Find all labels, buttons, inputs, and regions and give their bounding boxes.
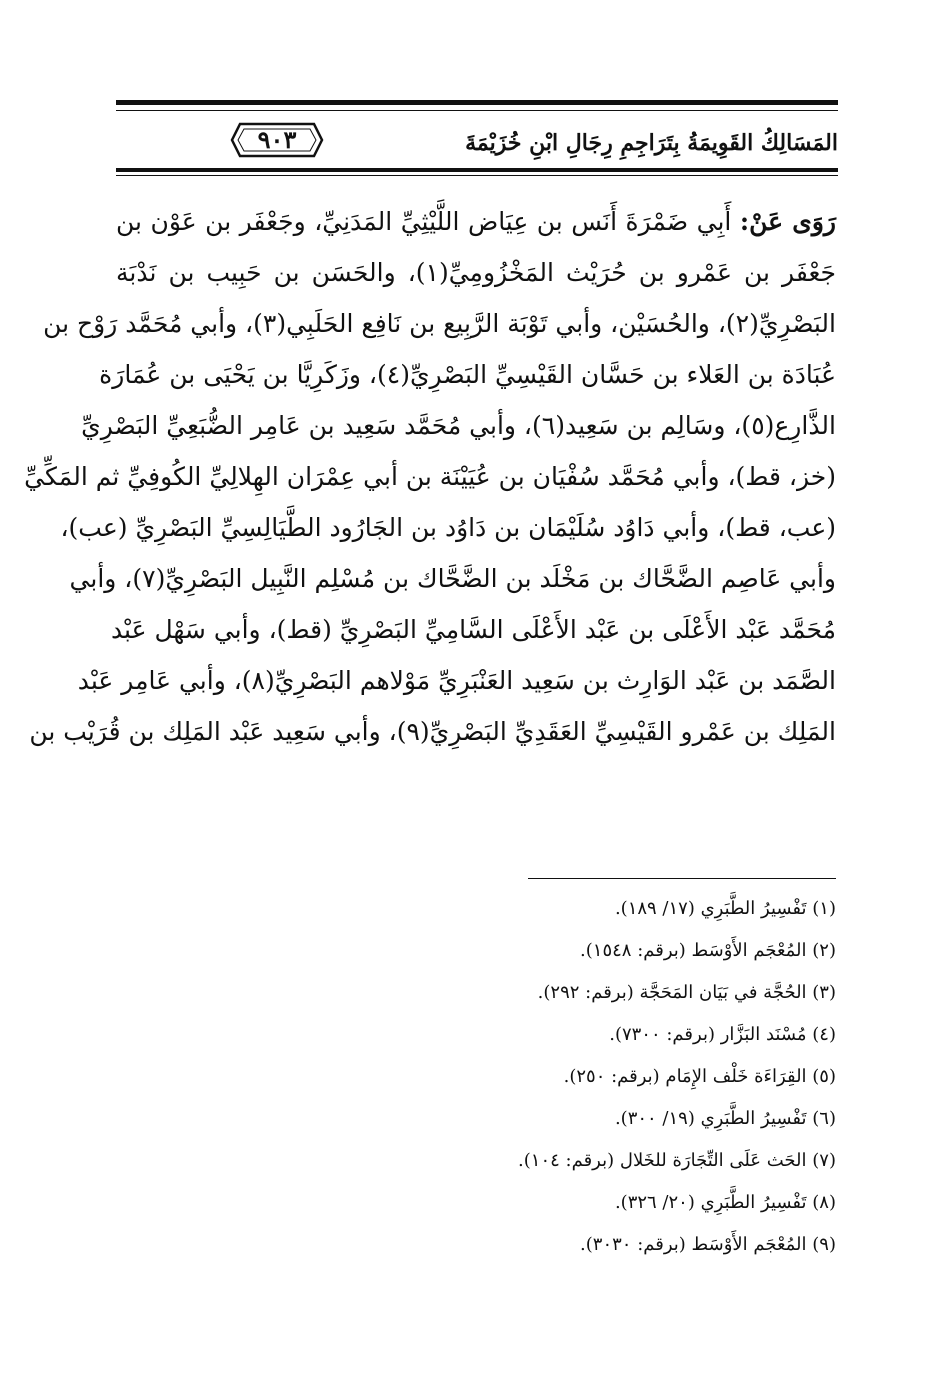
text-line-1-rest: أَبِي ضَمْرَةَ أَنَس بن عِيَاض اللَّيْثِيِّ المَدَنِيِّ، وجَعْفَر بن عَوْن بن <box>116 207 740 236</box>
section-lead: رَوَى عَنْ: <box>739 207 837 236</box>
text-line-7: (عب، قط)، وأبي دَاوُد سُلَيْمَان بن دَاوُد بن الجَارُود الطَّيَالِسِيِّ البَصْرِيِّ (عب)، <box>60 513 836 542</box>
header-rule-top-thin <box>116 110 838 111</box>
main-text <box>24 196 837 757</box>
header-rule-bottom-thin <box>116 175 838 176</box>
page-header <box>116 100 838 180</box>
text-line-11: المَلِك بن عَمْرو القَيْسِيِّ العَقَدِيِّ البَصْرِيِّ(٩)، وأبي سَعِيد عَبْد المَلِك بن قُرَيْب بن <box>29 717 836 746</box>
text-line-1 <box>116 196 836 247</box>
text-line-6: (خز، قط)، وأبي مُحَمَّد سُفْيَان بن عُيَيْنَة بن أبي عِمْرَان الهِلالِيِّ الكُوفِيِّ ثم المَكِّيِّ <box>24 462 836 491</box>
footnote-6: (٦) تَفْسِيرُ الطَّبَرِي (١٩/ ٣٠٠). <box>614 1108 836 1129</box>
text-line-9: مُحَمَّد عَبْد الأَعْلَى بن عَبْد الأَعْلَى السَّامِيِّ البَصْرِيِّ (قط)، وأبي سَهْل عَبْد <box>110 615 836 644</box>
footnote-separator <box>528 878 836 879</box>
footnote-9: (٩) المُعْجَم الأَوْسَط (برقم: ٣٠٣٠). <box>580 1234 836 1255</box>
text-line-10: الصَّمَد بن عَبْد الوَارِث بن سَعِيد العَنْبَرِيِّ مَوْلاهم البَصْرِيِّ(٨)، وأبي عَامِر عَبْد <box>77 666 836 695</box>
footnote-3: (٣) الحُجَّة في بَيَان المَحَجَّة (برقم: ٢٩٢). <box>537 982 836 1003</box>
page-number: ٩٠٣ <box>257 125 297 154</box>
book-title: المَسَالِكُ القَوِيمَةُ بِتَرَاجِمِ رِجَالِ ابْنِ خُزَيْمَةَ <box>465 130 838 156</box>
text-line-3: البَصْرِيِّ(٢)، والحُسَيْن، وأبي تَوْبَة الرَّبِيع بن نَافِع الحَلَبِي(٣)، وأبي مُحَمَّد رَوْح بن <box>43 309 836 338</box>
text-line-8: وأبي عَاصِم الضَّحَّاك بن مَخْلَد بن الضَّحَّاك بن مُسْلِم النَّبِيل البَصْرِيِّ(٧)، وأبي <box>69 564 836 593</box>
header-rule-top-thick <box>116 100 838 105</box>
footnote-5: (٥) القِرَاءَة خَلْف الإِمَام (برقم: ٢٥٠). <box>563 1066 836 1087</box>
header-rule-bottom-thick <box>116 168 838 172</box>
text-line-2: جَعْفَر بن عَمْرو بن حُرَيْث المَخْزُومِيِّ(١)، والحَسَن بن حَبِيب بن نَدْبَة <box>116 258 836 287</box>
footnote-2: (٢) المُعْجَم الأَوْسَط (برقم: ١٥٤٨). <box>580 940 836 961</box>
footnotes-list <box>436 888 836 1266</box>
footnote-7: (٧) الحَث عَلَى التِّجَارَة للخَلال (برقم: ١٠٤). <box>518 1150 836 1171</box>
footnote-4: (٤) مُسْنَد البَزَّار (برقم: ٧٣٠٠). <box>609 1024 836 1045</box>
text-line-4: عُبَادَة بن العَلاء بن حَسَّان القَيْسِيِّ البَصْرِيِّ(٤)، وزَكَرِيَّا بن يَحْيَى بن عُمَارَة <box>99 360 836 389</box>
page-number-frame <box>230 120 324 160</box>
footnote-8: (٨) تَفْسِيرُ الطَّبَرِي (٢٠/ ٣٢٦). <box>614 1192 836 1213</box>
text-line-5: الذَّارِع(٥)، وسَالِم بن سَعِيد(٦)، وأبي مُحَمَّد سَعِيد بن عَامِر الضُّبَعِيِّ البَصْرِيِّ <box>81 411 836 440</box>
footnote-1: (١) تَفْسِيرُ الطَّبَرِي (١٧/ ١٨٩). <box>614 898 836 919</box>
